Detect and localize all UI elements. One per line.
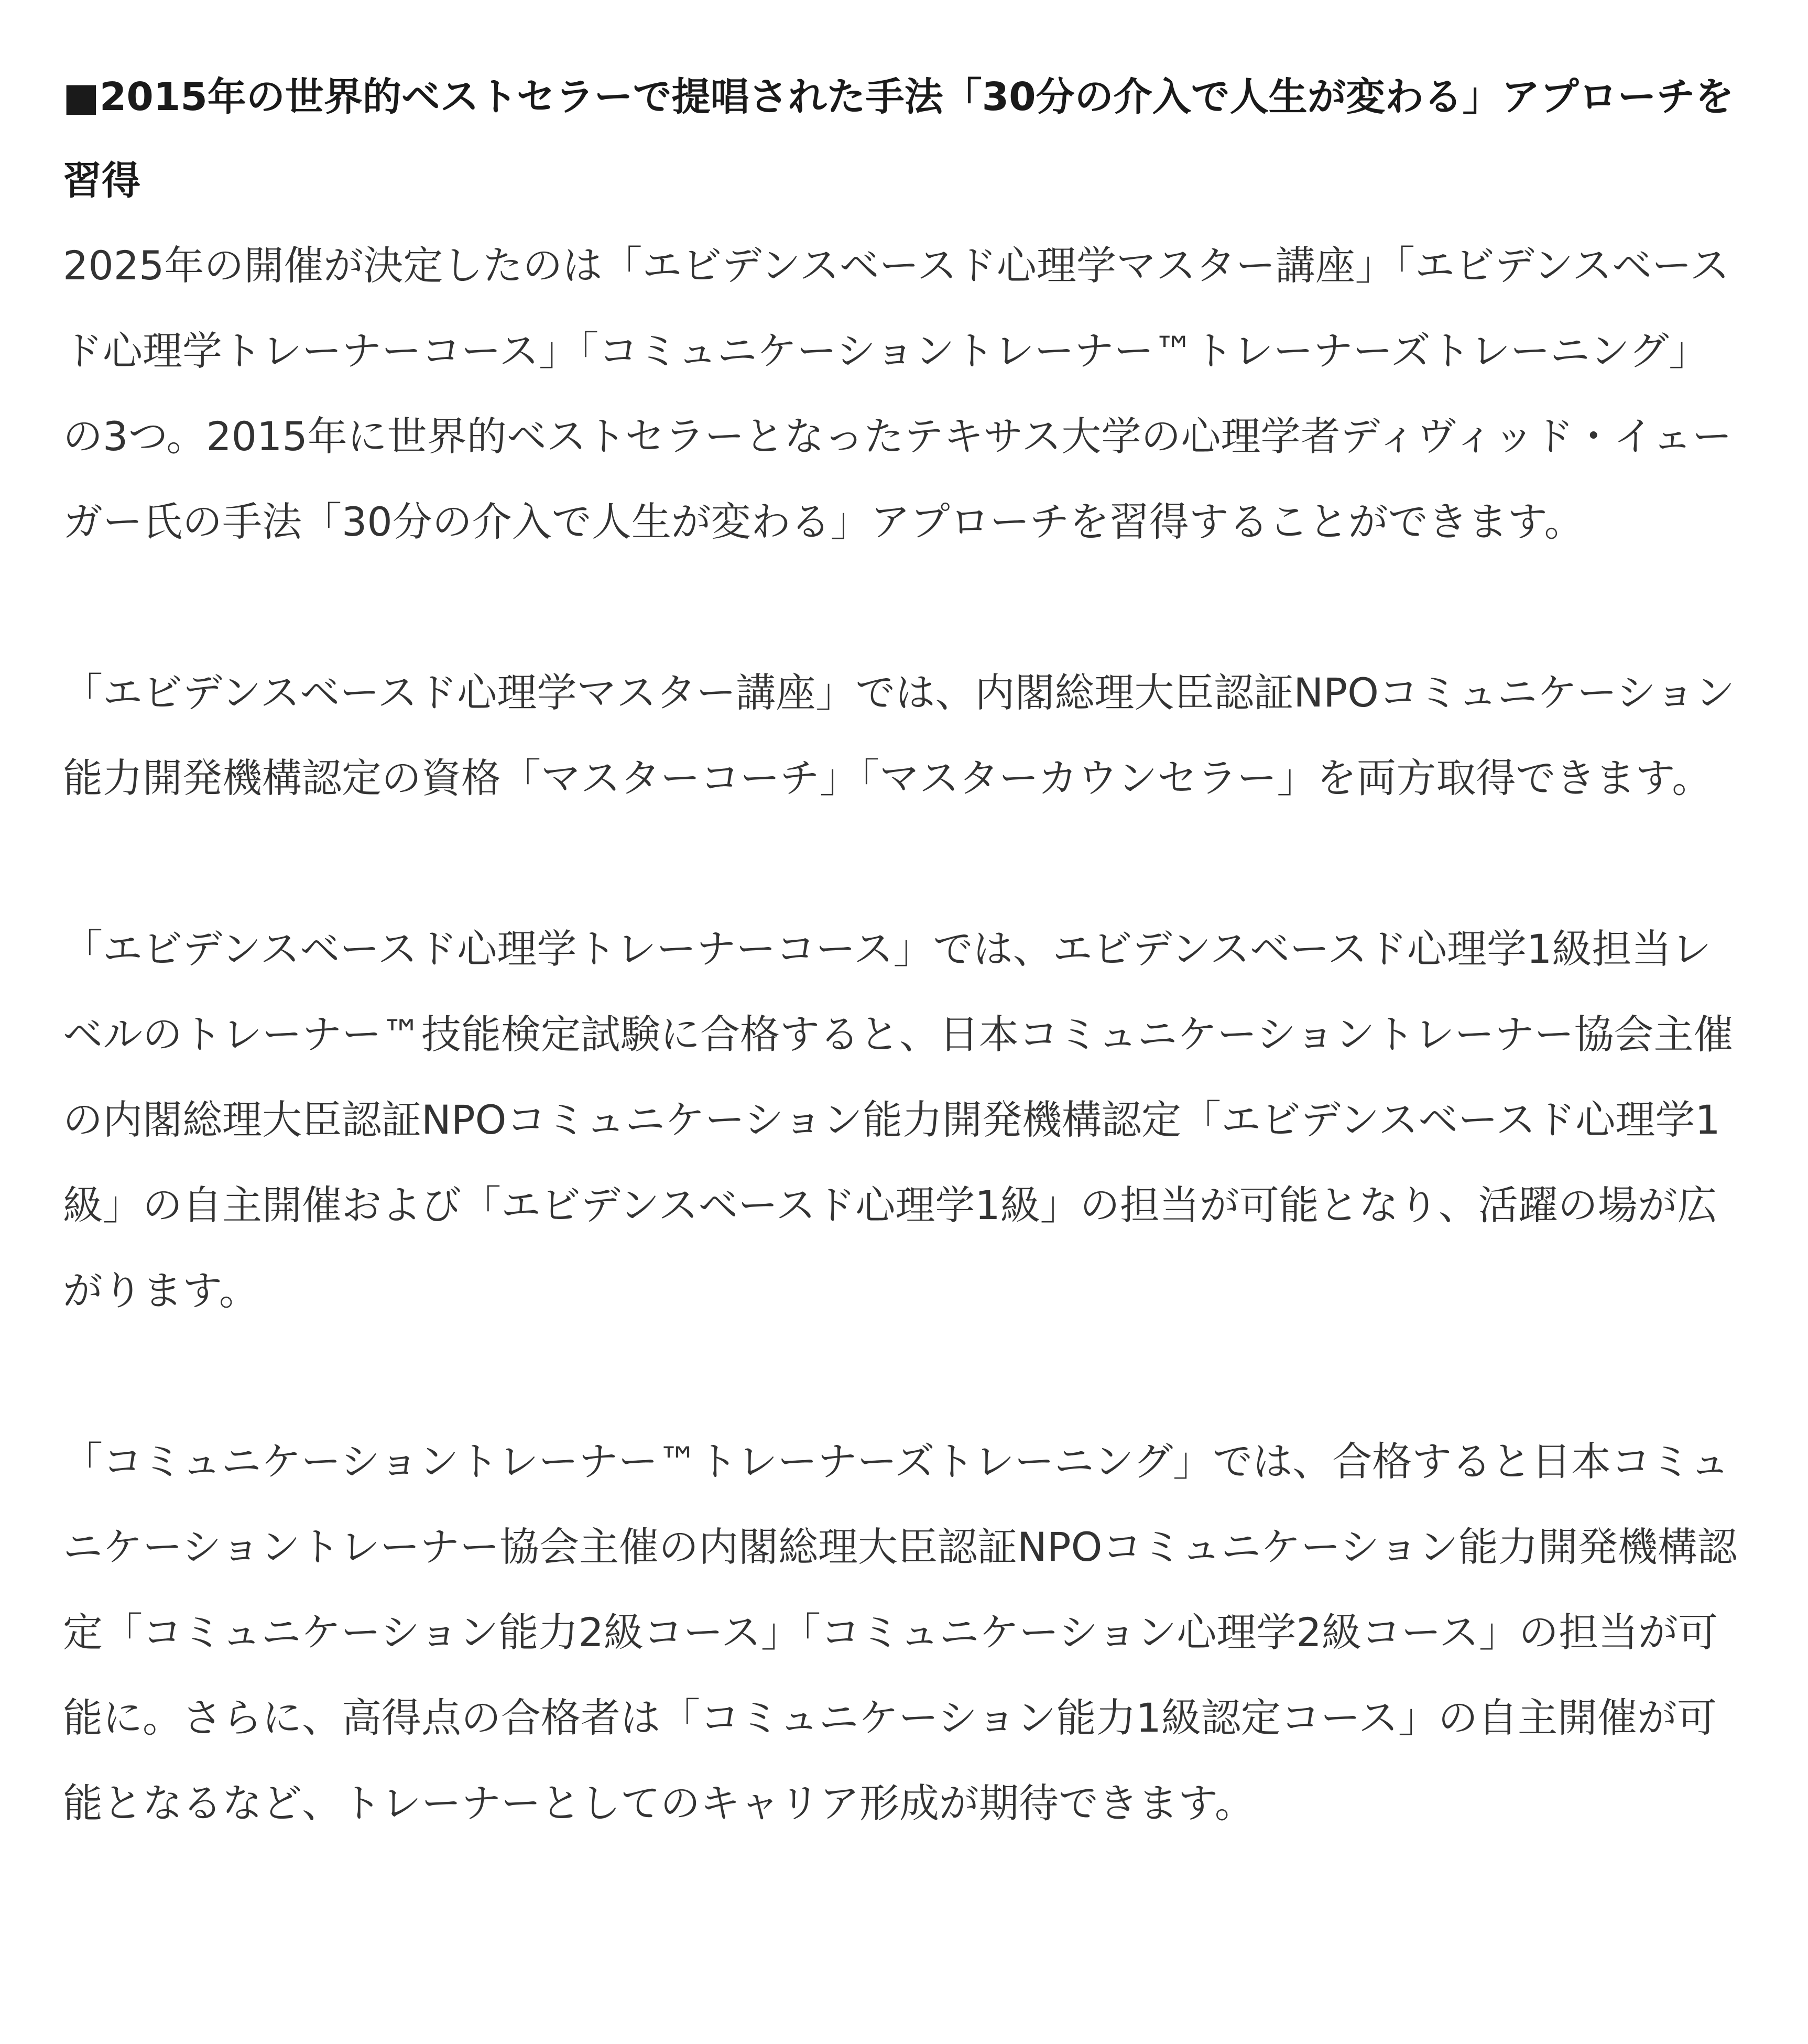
paragraph-trainers-training: 「コミュニケーショントレーナー™トレーナーズトレーニング」では、合格すると日本コミュニケーショントレーナー協会主催の内閣総理大臣認証NPOコミュニケーション能力開発機構認定「コミュニケーション能力2級コース」「コミュニケーション心理学2級コース」の担当が可能に。さらに、高得点の合格者は「コミュニケーション能力1級認定コース」の自主開催が可能となるなど、トレーナーとしてのキャリア形成が期待できます。 xyxy=(63,1438,1737,1826)
paragraph-spacer xyxy=(63,564,1745,650)
paragraph-spacer xyxy=(63,821,1745,906)
section-heading: ■2015年の世界的ベストセラーで提唱された手法「30分の介入で人生が変わる」アプローチを習得 xyxy=(63,74,1734,203)
paragraph-master-course: 「エビデンスベースド心理学マスター講座」では、内閣総理大臣認証NPOコミュニケーション能力開発機構認定の資格「マスターコーチ」「マスターカウンセラー」を両方取得できます。 xyxy=(63,669,1735,801)
paragraph-intro: 2025年の開催が決定したのは「エビデンスベースド心理学マスター講座」「エビデンスベースド心理学トレーナーコース」「コミュニケーショントレーナー™トレーナーズトレーニング」の3つ。2015年に世界的ベストセラーとなったテキサス大学の心理学者ディヴィッド・イェーガー氏の手法「30分の介入で人生が変わる」アプローチを習得することができます。 xyxy=(63,242,1732,545)
paragraph-trainer-course: 「エビデンスベースド心理学トレーナーコース」では、エビデンスベースド心理学1級担当レベルのトレーナー™技能検定試験に合格すると、日本コミュニケーショントレーナー協会主催の内閣総理大臣認証NPOコミュニケーション能力開発機構認定「エビデンスベースド心理学1級」の自主開催および「エビデンスベースド心理学1級」の担当が可能となり、活躍の場が広がります。 xyxy=(63,926,1734,1314)
paragraph-spacer xyxy=(63,1333,1745,1419)
